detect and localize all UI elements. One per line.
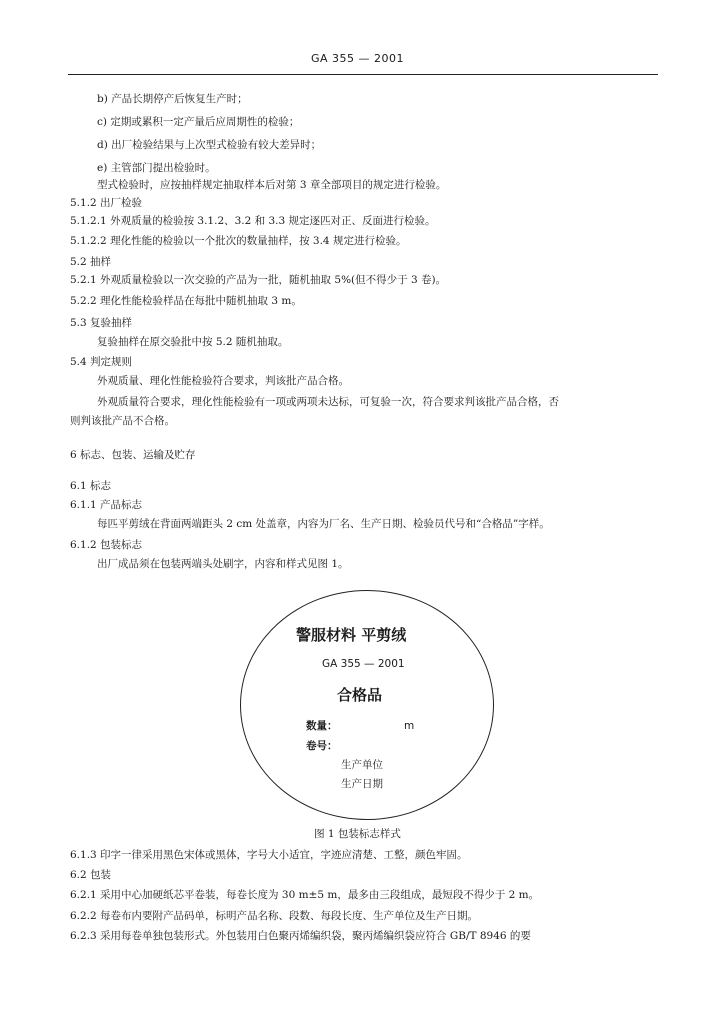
- paragraph: 每匹平剪绒在背面两端距头 2 cm 处盖章，内容为厂名、生产日期、检验员代号和“合格品”字样。: [97, 518, 550, 530]
- list-item: c) 定期或累积一定产量后应周期性的检验；: [97, 116, 300, 128]
- list-item: d) 出厂检验结果与上次型式检验有较大差异时；: [97, 139, 322, 151]
- figure-caption: 图 1 包装标志样式: [314, 828, 401, 840]
- clause: 5.1.2.1 外观质量的检验按 3.1.2、3.2 和 3.3 规定逐匹对正、反面进行检验。: [70, 215, 436, 227]
- label-quantity: 数量：: [306, 720, 338, 732]
- section-heading: 5.4 判定规则: [70, 356, 133, 368]
- clause: 6.2.2 每卷布内要附产品码单，标明产品名称、段数、每段长度、生产单位及生产日期。: [70, 910, 479, 922]
- list-item: e) 主管部门提出检验时。: [97, 162, 216, 174]
- paragraph: 复验抽样在原交验批中按 5.2 随机抽取。: [97, 336, 289, 348]
- paragraph-continued: 则判该批产品不合格。: [70, 415, 175, 427]
- section-heading: 6.1 标志: [70, 480, 112, 492]
- label-producer: 生产单位: [341, 759, 383, 771]
- clause: 6.2.3 采用每卷单独包装形式。外包装用白色聚丙烯编织袋，聚丙烯编织袋应符合 GB/T 8946 的要: [70, 930, 531, 942]
- section-heading: 6.2 包装: [70, 869, 112, 881]
- paragraph: 型式检验时，应按抽样规定抽取样本后对第 3 章全部项目的规定进行检验。: [97, 179, 447, 191]
- clause: 5.1.2.2 理化性能的检验以一个批次的数量抽样，按 3.4 规定进行检验。: [70, 235, 407, 247]
- label-title: 警服材料 平剪绒: [296, 626, 407, 644]
- label-quality: 合格品: [337, 686, 383, 704]
- header-standard-code: GA 355 — 2001: [310, 52, 405, 65]
- chapter-heading: 6 标志、包装、运输及贮存: [70, 449, 196, 461]
- header-rule: [68, 74, 658, 75]
- paragraph: 外观质量符合要求，理化性能检验有一项或两项未达标，可复验一次，符合要求判该批产品合格，否: [97, 396, 559, 408]
- label-standard-code: GA 355 — 2001: [322, 658, 405, 670]
- label-production-date: 生产日期: [341, 778, 383, 790]
- paragraph: 外观质量、理化性能检验符合要求，判该批产品合格。: [97, 375, 349, 387]
- clause: 6.1.3 印字一律采用黑色宋体或黑体，字号大小适宜，字迹应清楚、工整，颜色牢固。: [70, 849, 468, 861]
- label-roll-number: 卷号：: [306, 740, 338, 752]
- section-heading: 5.3 复验抽样: [70, 317, 133, 329]
- list-item: b) 产品长期停产后恢复生产时；: [97, 93, 248, 105]
- clause: 5.2.2 理化性能检验样品在每批中随机抽取 3 m。: [70, 295, 302, 307]
- paragraph: 出厂成品须在包装两端头处刷字，内容和样式见图 1。: [97, 558, 349, 570]
- section-heading: 6.1.2 包装标志: [70, 539, 143, 551]
- section-heading: 6.1.1 产品标志: [70, 499, 143, 511]
- clause: 5.2.1 外观质量检验以一次交验的产品为一批，随机抽取 5%(但不得少于 3 卷)。: [70, 274, 447, 286]
- section-heading: 5.1.2 出厂检验: [70, 197, 143, 209]
- clause: 6.2.1 采用中心加硬纸芯平卷装，每卷长度为 30 m±5 m，最多由三段组成，最短段不得少于 2 m。: [70, 889, 540, 901]
- section-heading: 5.2 抽样: [70, 256, 112, 268]
- label-unit: m: [404, 720, 415, 732]
